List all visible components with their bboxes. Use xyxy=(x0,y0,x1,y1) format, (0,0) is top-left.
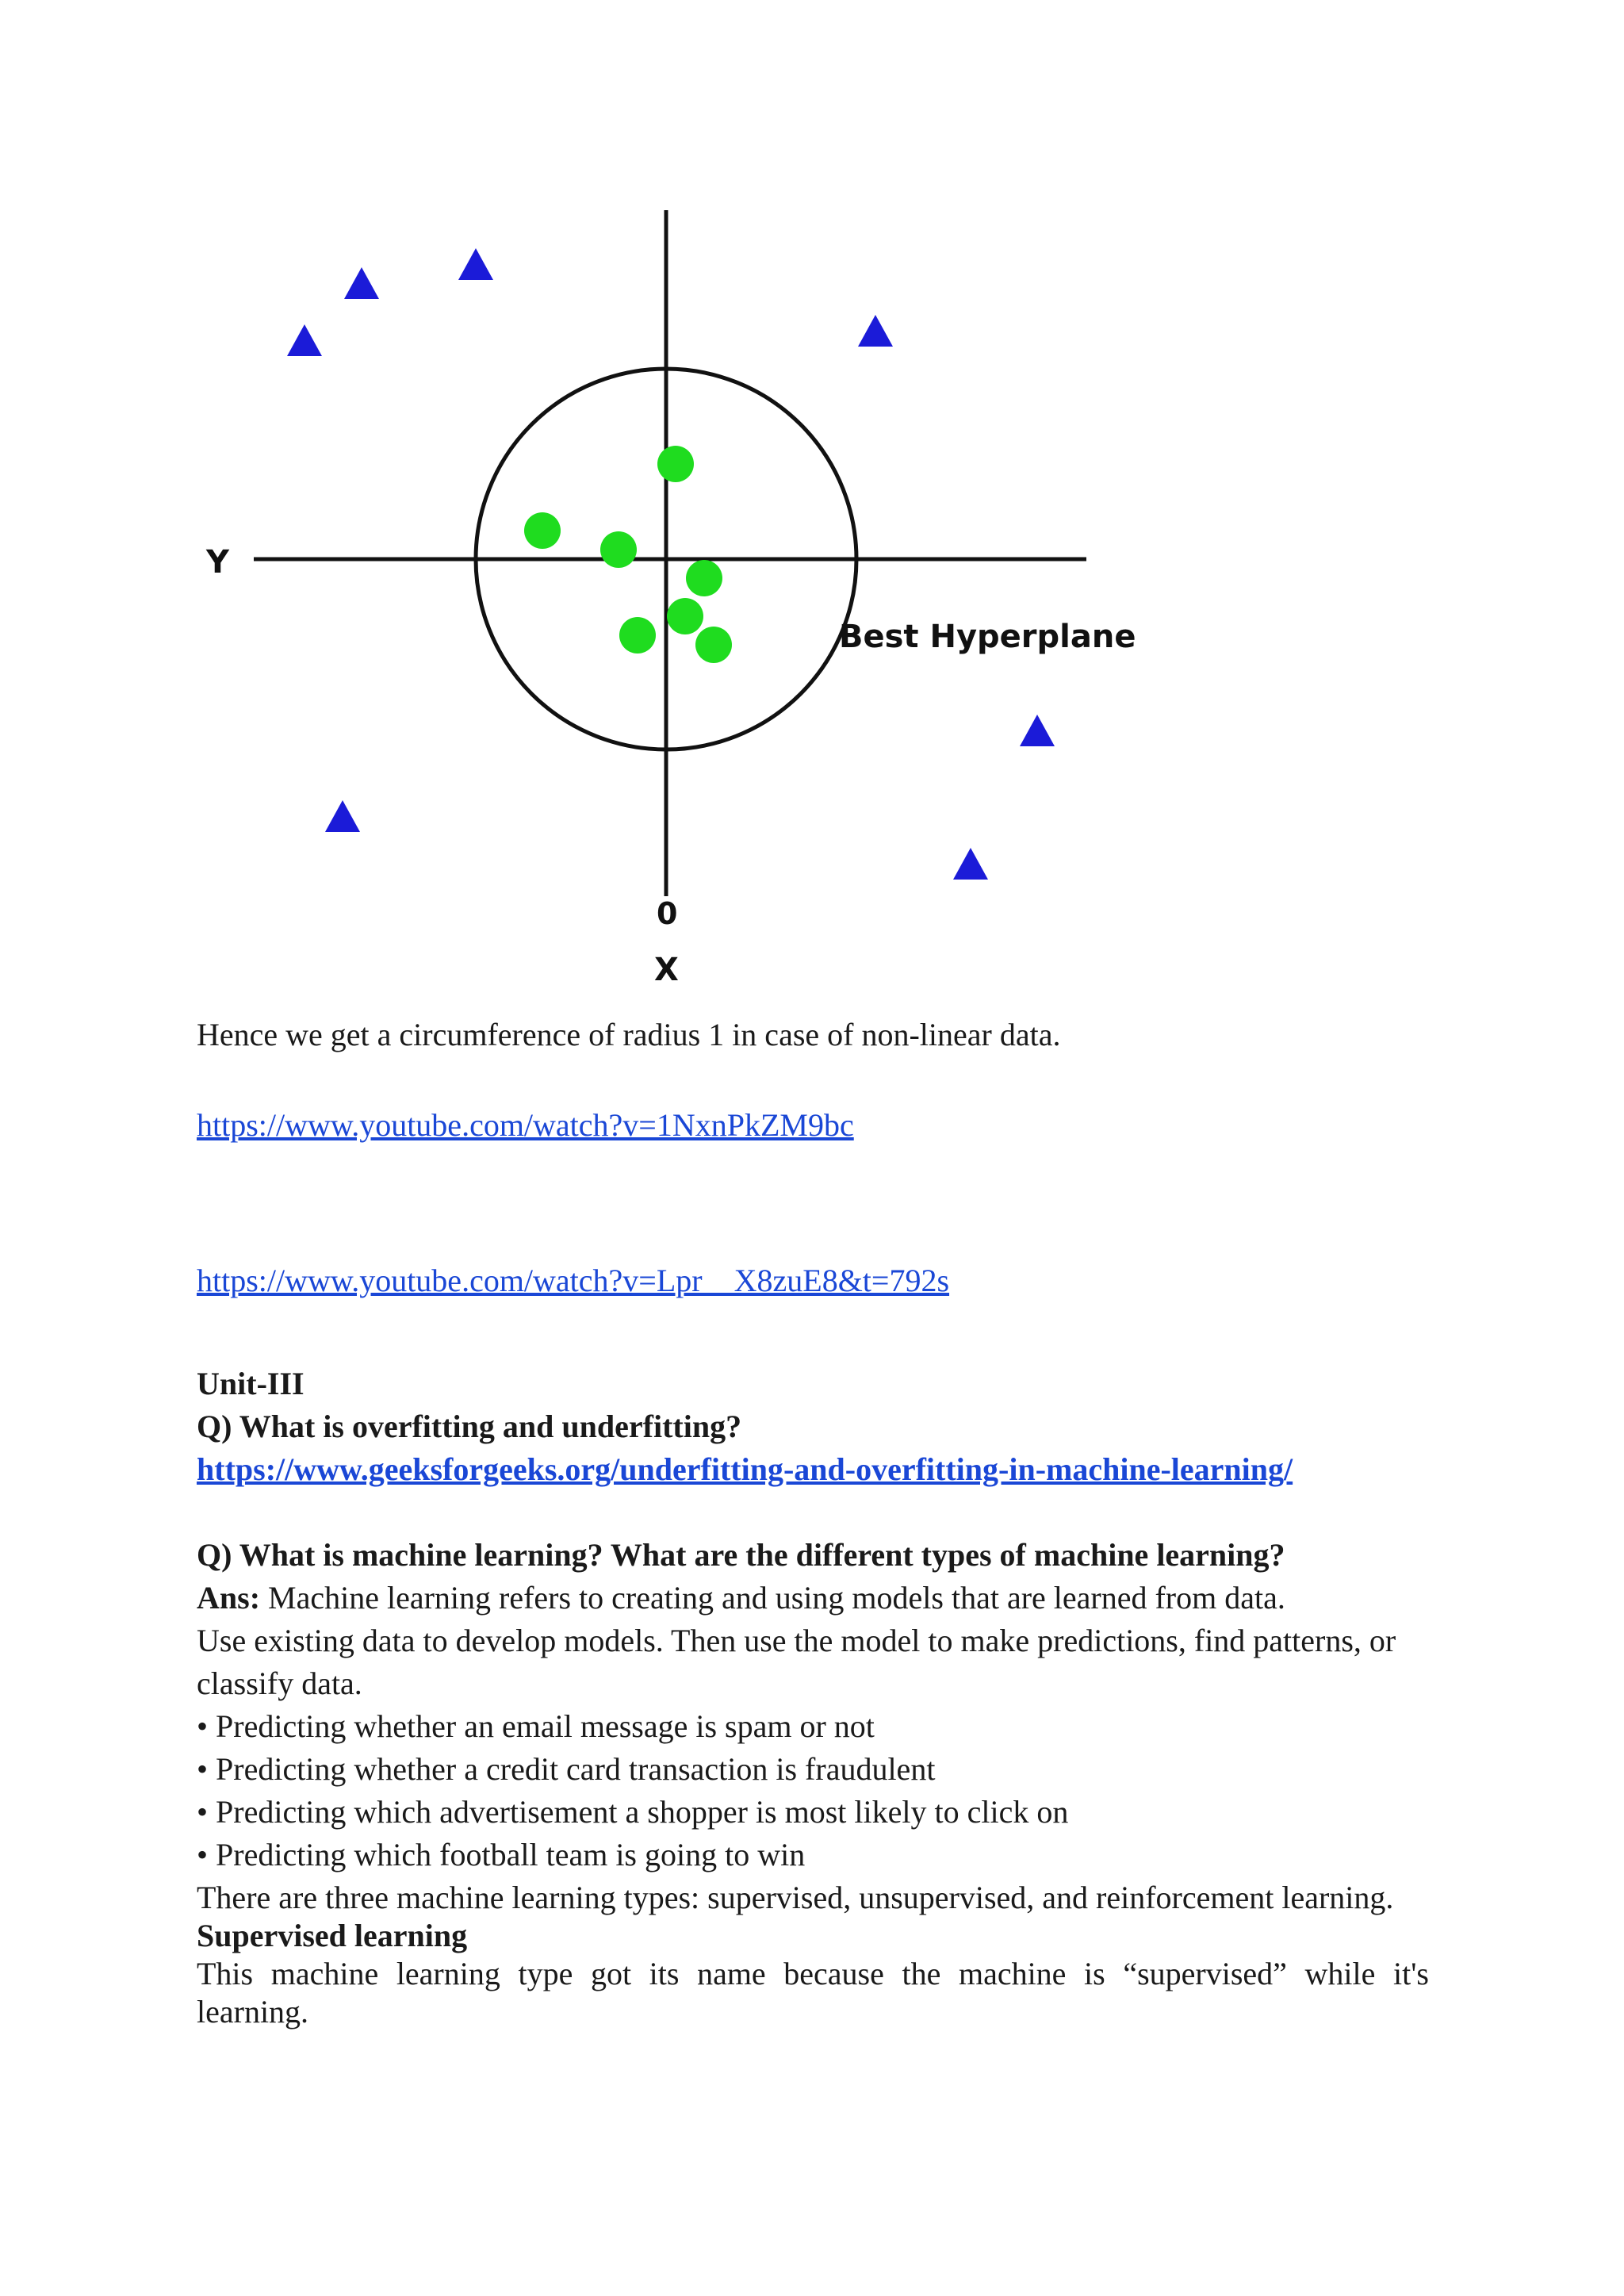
ml-types-text: There are three machine learning types: supervised, unsupervised, and reinforcement learning. xyxy=(197,1880,1394,1915)
hyperplane-figure xyxy=(190,198,1142,1007)
triangle-point xyxy=(458,248,493,280)
triangle-point xyxy=(858,315,893,347)
bullet-item: • Predicting which football team is going to win xyxy=(197,1837,806,1872)
y-axis-label: Y xyxy=(206,544,229,581)
answer-text: Machine learning refers to creating and using models that are learned from data. xyxy=(260,1580,1285,1616)
supervised-line-1: This machine learning type got its name because the machine is “supervised” while it's xyxy=(197,1956,1429,1991)
circle-point xyxy=(686,560,722,596)
circle-point xyxy=(667,598,703,634)
unit-heading: Unit-III xyxy=(197,1366,304,1401)
paragraph-line-1: Use existing data to develop models. Then use the model to make predictions, find patterns, or xyxy=(197,1623,1396,1658)
geeksforgeeks-link[interactable]: https://www.geeksforgeeks.org/underfitting-and-overfitting-in-machine-learning/ xyxy=(197,1451,1293,1487)
bullet-item: • Predicting whether an email message is spam or not xyxy=(197,1708,875,1744)
supervised-heading: Supervised learning xyxy=(197,1918,468,1953)
triangle-point xyxy=(953,848,988,880)
supervised-line-2: learning. xyxy=(197,1994,309,2030)
paragraph-line-2: classify data. xyxy=(197,1665,362,1701)
circle-point xyxy=(619,617,656,654)
bullet-item: • Predicting whether a credit card transaction is fraudulent xyxy=(197,1751,936,1787)
answer-line xyxy=(197,1577,1285,1619)
bullet-item: • Predicting which advertisement a shopper is most likely to click on xyxy=(197,1794,1069,1830)
triangle-point xyxy=(1020,715,1055,746)
hyperplane-label: Best Hyperplane xyxy=(839,619,1136,655)
origin-label: 0 xyxy=(657,896,678,931)
circle-point xyxy=(524,512,561,549)
youtube-link-2[interactable]: https://www.youtube.com/watch?v=Lpr__X8zuE8&t=792s xyxy=(197,1263,950,1298)
x-axis-label: X xyxy=(654,952,679,988)
triangle-point xyxy=(325,800,360,832)
triangle-point xyxy=(287,324,322,356)
circle-point xyxy=(657,446,694,482)
triangle-point xyxy=(344,267,379,299)
circle-point xyxy=(600,531,637,568)
circle-point xyxy=(695,627,732,663)
answer-label: Ans: xyxy=(197,1580,261,1616)
question-machine-learning: Q) What is machine learning? What are the different types of machine learning? xyxy=(197,1537,1285,1573)
youtube-link-1[interactable]: https://www.youtube.com/watch?v=1NxnPkZM9bc xyxy=(197,1107,854,1143)
circumference-text: Hence we get a circumference of radius 1 in case of non-linear data. xyxy=(197,1017,1061,1052)
question-overfitting: Q) What is overfitting and underfitting? xyxy=(197,1409,742,1444)
